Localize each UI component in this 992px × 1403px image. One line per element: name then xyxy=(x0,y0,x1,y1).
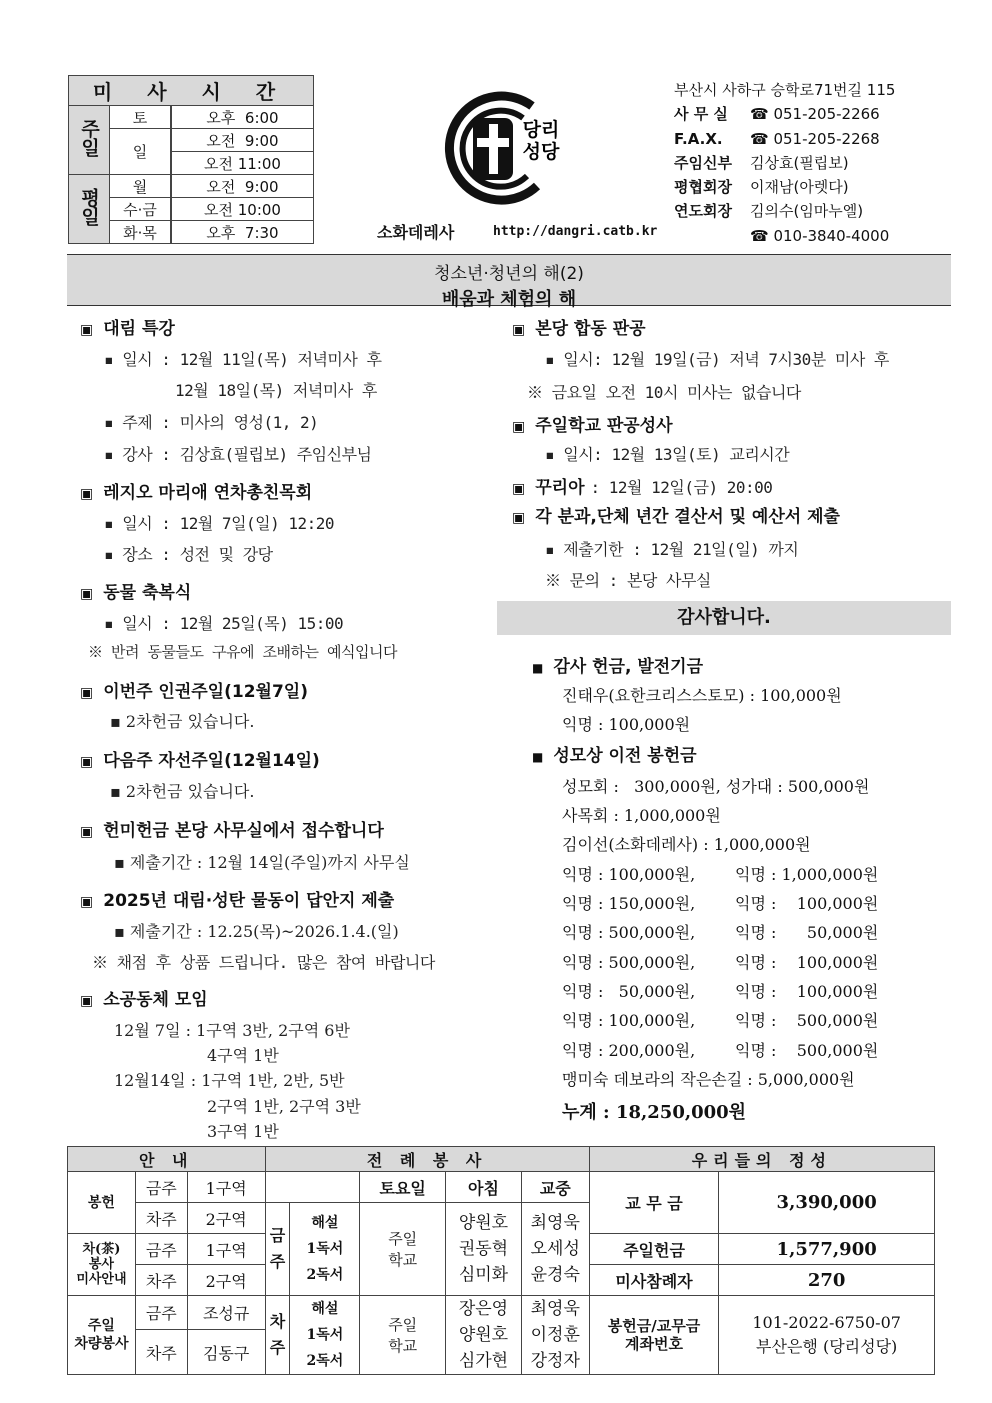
mass-time: 오전 10:00 xyxy=(171,198,314,221)
notice-line: ※ 반려 동물들도 구유에 조배하는 예식입니다 xyxy=(88,643,397,661)
donation-line: 익명 : 100,000원 xyxy=(562,715,691,734)
mass-day: 수·금 xyxy=(110,198,172,221)
donation-line: 익명 : 500,000원 xyxy=(735,1011,879,1030)
banner-line1: 청소년·청년의 해(2) xyxy=(434,264,584,284)
notice-line: ▪ 일시 : 12월 7일(일) 12:20 xyxy=(104,514,335,533)
guide-value: 김동구 xyxy=(187,1330,265,1375)
account-info: 101-2022-6750-07 부산은행 (당리성당) xyxy=(719,1296,935,1375)
attendance-value: 270 xyxy=(719,1265,935,1296)
mass-day: 화·목 xyxy=(110,221,172,244)
pastor-name: 김상효(필립보) xyxy=(750,153,849,172)
donation-total: 누계 : 18,250,000원 xyxy=(562,1102,747,1123)
notice-heading: ▣ 레지오 마리애 연차총친목회 xyxy=(80,483,313,503)
banner-line2: 배움과 체험의 해 xyxy=(441,289,577,310)
choir-header: 교중 xyxy=(521,1172,589,1203)
service-table xyxy=(67,1146,935,1375)
donation-line: 김이선(소화데레사) : 1,000,000원 xyxy=(562,835,811,854)
notice-heading: ▣ 이번주 인권주일(12월7일) xyxy=(80,682,308,702)
donation-line: 익명 : 500,000원 xyxy=(735,1041,879,1060)
roles-label: 해설 1독서 2독서 xyxy=(290,1296,360,1375)
choir-names: 최영욱 오세성 윤경숙 xyxy=(521,1203,589,1296)
notice-line: ▪ 제출기간 : 12월 14일(주일)까지 사무실 xyxy=(114,853,410,872)
week-label: 차주 xyxy=(135,1330,187,1375)
weekday-label: 평일 xyxy=(69,175,110,244)
sunday-offering-label: 주일헌금 xyxy=(589,1234,719,1265)
account-label: 봉헌금/교무금 계좌번호 xyxy=(589,1296,719,1375)
mass-time: 오전 9:00 xyxy=(171,175,314,198)
notice-line: 2구역 1반, 2구역 3반 xyxy=(207,1097,361,1116)
office-phone: ☎ 051-205-2266 xyxy=(750,105,880,124)
donation-line: 익명 : 100,000원, xyxy=(562,1011,696,1030)
yondo-label: 연도회장 xyxy=(674,202,732,221)
sunday-label: 주일 xyxy=(69,106,110,175)
mass-times-table xyxy=(68,75,314,244)
guide-value: 1구역 xyxy=(187,1234,265,1265)
thanks-banner: 감사합니다. xyxy=(497,601,951,635)
notice-line: ▪ 일시 : 12월 11일(목) 저녁미사 후 xyxy=(104,350,382,369)
notice-heading: ▣ 주일학교 판공성사 xyxy=(512,416,673,436)
council-name: 이재남(아렛다) xyxy=(750,178,849,197)
notice-line: ▪ 일시 : 12월 25일(목) 15:00 xyxy=(104,614,344,633)
church-logo xyxy=(437,88,567,208)
donation-line: 성모회 : 300,000원, 성가대 : 500,000원 xyxy=(562,777,870,796)
notice-line: ▪ 주제 : 미사의 영성(1, 2) xyxy=(104,413,319,432)
mass-day: 월 xyxy=(110,175,172,198)
mass-day: 토 xyxy=(110,106,172,129)
mass-time: 오전 9:00 xyxy=(171,129,314,152)
mass-day: 일 xyxy=(110,129,172,175)
notice-heading: ▣ 소공동체 모임 xyxy=(80,990,208,1010)
contact-block xyxy=(674,78,895,248)
donation-line: 익명 : 1,000,000원 xyxy=(735,865,879,884)
donation-line: 익명 : 100,000원 xyxy=(735,982,879,1001)
notice-heading: ▣ 동물 축복식 xyxy=(80,583,192,603)
tea-service-label: 차(茶) 봉사 미사안내 xyxy=(68,1234,136,1296)
this-week-label: 금 주 xyxy=(265,1203,290,1296)
offering-header: 우리들의 정성 xyxy=(589,1147,934,1172)
roles-label: 해설 1독서 2독서 xyxy=(290,1203,360,1296)
week-label: 차주 xyxy=(135,1265,187,1296)
notice-line: ▪ 제출기한 : 12월 21일(일) 까지 xyxy=(545,540,799,559)
morning-names: 장은영 양원호 심가현 xyxy=(446,1296,522,1375)
week-label: 금주 xyxy=(135,1296,187,1330)
morning-header: 아침 xyxy=(446,1172,522,1203)
logo-text-line1: 당리 xyxy=(522,119,560,141)
notice-line: ▪ 일시: 12월 19일(금) 저녁 7시30분 미사 후 xyxy=(545,350,889,369)
donation-line: 사목회 : 1,000,000원 xyxy=(562,806,721,825)
mass-time: 오전 11:00 xyxy=(171,152,314,175)
donation-heading: ■ 감사 헌금, 발전기금 xyxy=(532,657,704,677)
notice-line: ▪ 2차헌금 있습니다. xyxy=(110,782,255,801)
bongheon-label: 봉헌 xyxy=(68,1172,136,1234)
office-label: 사 무 실 xyxy=(674,105,728,124)
fax-label: F.A.X. xyxy=(674,129,723,148)
donation-line: 익명 : 150,000원, xyxy=(562,894,696,913)
donation-line: 익명 : 50,000원 xyxy=(735,923,879,942)
guide-value: 조성규 xyxy=(187,1296,265,1330)
notice-line: 12월 18일(목) 저녁미사 후 xyxy=(175,381,377,400)
morning-names: 양원호 권동혁 심미화 xyxy=(446,1203,522,1296)
notice-line: 12월14일 : 1구역 1반, 2반, 5반 xyxy=(114,1071,345,1090)
notice-line: 12월 7일 : 1구역 3반, 2구역 6반 xyxy=(114,1021,350,1040)
yondo-phone: ☎ 010-3840-4000 xyxy=(750,226,890,245)
week-label: 금주 xyxy=(135,1172,187,1203)
notice-line: ▪ 2차헌금 있습니다. xyxy=(110,712,255,731)
mass-time: 오후 6:00 xyxy=(171,106,314,129)
choir-names: 최영욱 이정훈 강정자 xyxy=(521,1296,589,1375)
fax-number: ☎ 051-205-2268 xyxy=(750,129,880,148)
notice-line: 4구역 1반 xyxy=(207,1046,279,1065)
sunday-offering-value: 1,577,900 xyxy=(719,1234,935,1265)
saturday-header: 토요일 xyxy=(360,1172,446,1203)
logo-subtitle: 소화데레사 xyxy=(377,223,455,242)
notice-heading: ▣ 헌미헌금 본당 사무실에서 접수합니다 xyxy=(80,821,384,841)
donation-line: 익명 : 100,000원 xyxy=(735,894,879,913)
parking-label: 주일 차량봉사 xyxy=(68,1296,136,1375)
notice-heading: ▣ 다음주 자선주일(12월14일) xyxy=(80,751,320,771)
gyomugeum-label: 교 무 금 xyxy=(589,1172,719,1234)
week-label: 차주 xyxy=(135,1203,187,1234)
notice-heading: ▣ 2025년 대림·성탄 물동이 답안지 제출 xyxy=(80,891,395,911)
next-week-label: 차 주 xyxy=(265,1296,290,1375)
notice-line: ▪ 일시: 12월 13일(토) 교리시간 xyxy=(545,445,790,464)
notice-line: ※ 채점 후 상품 드립니다. 많은 참여 바랍니다 xyxy=(92,953,435,972)
pastor-label: 주임신부 xyxy=(674,153,732,172)
donation-line: 익명 : 500,000원, xyxy=(562,923,696,942)
attendance-label: 미사참례자 xyxy=(589,1265,719,1296)
donation-line: 익명 : 200,000원, xyxy=(562,1041,696,1060)
donation-line: 익명 : 100,000원, xyxy=(562,865,696,884)
guide-value: 2구역 xyxy=(187,1203,265,1234)
donation-line: 진태우(요한크리스스토모) : 100,000원 xyxy=(562,686,842,705)
notice-heading: ▣ 대림 특강 xyxy=(80,319,175,339)
yondo-name: 김의수(임마누엘) xyxy=(750,202,864,221)
gyomugeum-value: 3,390,000 xyxy=(719,1172,935,1234)
mass-time: 오후 7:30 xyxy=(171,221,314,244)
notice-heading: ▣ 꾸리아 : 12월 12일(금) 20:00 xyxy=(512,478,773,498)
donation-line: 익명 : 50,000원, xyxy=(562,982,696,1001)
notice-line: ▪ 장소 : 성전 및 강당 xyxy=(104,545,273,564)
school-label: 주일 학교 xyxy=(360,1203,446,1296)
donation-line: 익명 : 500,000원, xyxy=(562,953,696,972)
week-label: 금주 xyxy=(135,1234,187,1265)
notice-heading: ▣ 각 분과,단체 년간 결산서 및 예산서 제출 xyxy=(512,507,840,527)
donation-line: 맹미숙 데보라의 작은손길 : 5,000,000원 xyxy=(562,1070,855,1089)
guide-value: 2구역 xyxy=(187,1265,265,1296)
notice-line: 3구역 1반 xyxy=(207,1122,279,1141)
mass-times-title: 미 사 시 간 xyxy=(69,76,314,106)
school-label: 주일 학교 xyxy=(360,1296,446,1375)
notice-line: ▪ 강사 : 김상효(필립보) 주임신부님 xyxy=(104,445,372,464)
council-label: 평협회장 xyxy=(674,178,732,197)
notice-line: ▪ 제출기간 : 12.25(목)~2026.1.4.(일) xyxy=(114,922,399,941)
guide-header: 안 내 xyxy=(68,1147,266,1172)
notice-heading: ▣ 본당 합동 판공 xyxy=(512,319,646,339)
website-link[interactable]: http://dangri.catb.kr xyxy=(493,224,658,239)
theme-banner xyxy=(67,254,951,310)
logo-text-line2: 성당 xyxy=(522,141,560,163)
notice-line: ※ 금요일 오전 10시 미사는 없습니다 xyxy=(527,383,801,402)
notice-line: ※ 문의 : 본당 사무실 xyxy=(545,571,711,590)
donation-line: 익명 : 100,000원 xyxy=(735,953,879,972)
donation-heading: ■ 성모상 이전 봉헌금 xyxy=(532,746,697,766)
liturgy-header: 전 례 봉 사 xyxy=(265,1147,589,1172)
address: 부산시 사하구 승학로71번길 115 xyxy=(674,81,896,99)
guide-value: 1구역 xyxy=(187,1172,265,1203)
